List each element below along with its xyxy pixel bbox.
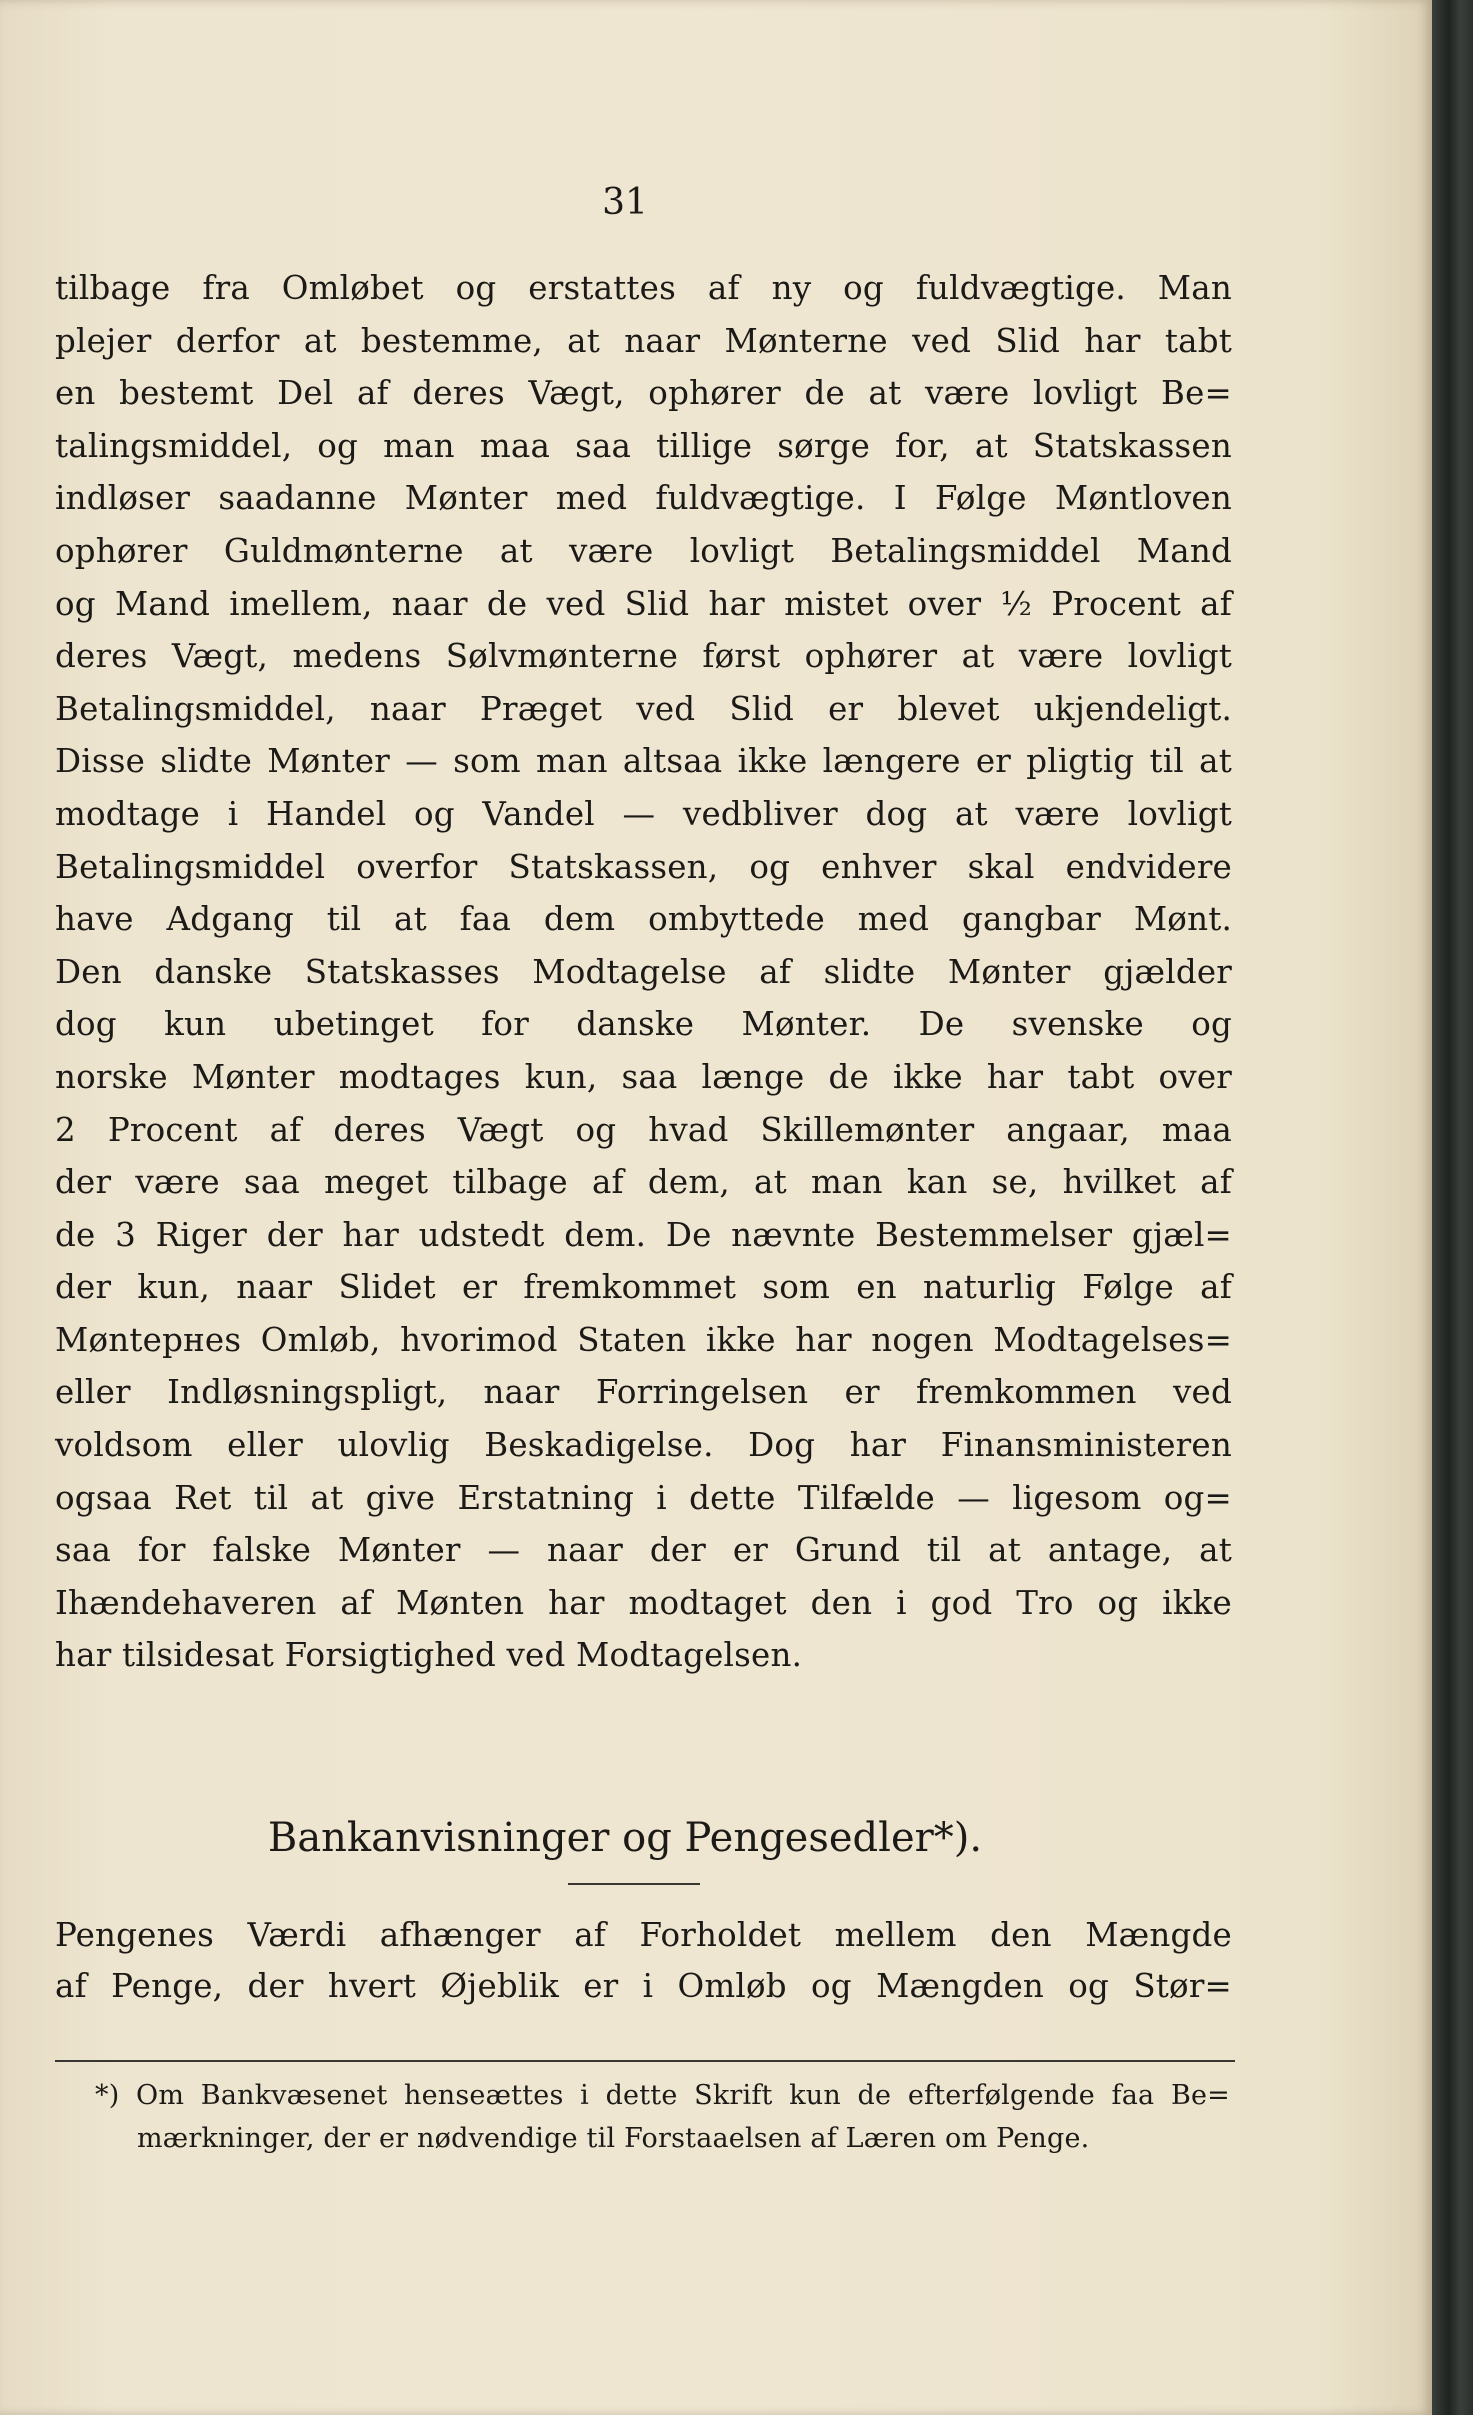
text-line: 2 Procent af deres Vægt og hvad Skillemønter angaar, maa: [55, 1110, 1232, 1149]
text-line: Betalingsmiddel overfor Statskassen, og enhver skal endvidere: [55, 847, 1232, 886]
text-line: Disse slidte Mønter — som man altsaa ikke længere er pligtig til at: [55, 742, 1232, 781]
text-line: tilbage fra Omløbet og erstattes af ny og fuldvægtige. Man: [55, 269, 1232, 307]
page-number: 31: [602, 182, 648, 223]
text-line: har tilsidesat Forsigtighed ved Modtagelsen.: [55, 1636, 803, 1675]
text-line: en bestemt Del af deres Vægt, ophører de at være lovligt Be=: [55, 374, 1232, 413]
text-line: deres Vægt, medens Sølvmønterne først ophører at være lovligt: [55, 637, 1232, 676]
text-line: der være saa meget tilbage af dem, at man kan se, hvilket af: [55, 1163, 1232, 1202]
footnote-divider: [55, 2060, 1235, 2062]
text-line: dog kun ubetinget for danske Mønter. De svenske og: [55, 1005, 1232, 1044]
section-text: [55, 1910, 1232, 2012]
text-line: plejer derfor at bestemme, at naar Mønterne ved Slid har tabt: [55, 321, 1232, 360]
text-line: de 3 Riger der har udstedt dem. De nævnte Bestemmelser gjæl=: [55, 1215, 1232, 1254]
footnote-line: *) Om Bankvæsenet henseættes i dette Skrift kun de efterfølgende faa Be=: [95, 2080, 1230, 2111]
body-text: [55, 262, 1232, 1682]
text-line: modtage i Handel og Vandel — vedbliver dog at være lovligt: [55, 794, 1232, 833]
text-line: Betalingsmiddel, naar Præget ved Slid er blevet ukjendeligt.: [55, 689, 1232, 728]
text-line: Møntернes Omløb, hvorimod Staten ikke har nogen Modtagelses=: [55, 1320, 1232, 1359]
footnote-line: mærkninger, der er nødvendige til Forstaaelsen af Læren om Penge.: [137, 2123, 1090, 2154]
text-line: indløser saadanne Mønter med fuldvægtige. I Følge Møntloven: [55, 479, 1232, 518]
text-line: norske Mønter modtages kun, saa længe de ikke har tabt over: [55, 1057, 1232, 1096]
heading-divider: [568, 1883, 700, 1885]
text-line: ophører Guldmønterne at være lovligt Betalingsmiddel Mand: [55, 531, 1232, 570]
text-line: voldsom eller ulovlig Beskadigelse. Dog har Finansministeren: [55, 1426, 1232, 1465]
text-line: talingsmiddel, og man maa saa tillige sørge for, at Statskassen: [55, 426, 1232, 465]
text-line: saa for falske Mønter — naar der er Grund til at antage, at: [55, 1531, 1232, 1570]
text-line: have Adgang til at faa dem ombyttede med gangbar Mønt.: [55, 900, 1232, 939]
footnote: [95, 2074, 1230, 2160]
text-line: og Mand imellem, naar de ved Slid har mistet over ½ Procent af: [55, 584, 1232, 623]
text-line: eller Indløsningspligt, naar Forringelsen er fremkommen ved: [55, 1373, 1232, 1412]
text-line: Den danske Statskasses Modtagelse af slidte Mønter gjælder: [55, 952, 1232, 991]
book-spine: [1432, 0, 1473, 2415]
text-line: Ihændehaveren af Mønten har modtaget den i god Tro og ikke: [55, 1583, 1232, 1622]
text-line: ogsaa Ret til at give Erstatning i dette Tilfælde — ligesom og=: [55, 1478, 1232, 1517]
section-heading: Bankanvisninger og Pengesedler*).: [267, 1815, 983, 1861]
text-line: Pengenes Værdi afhænger af Forholdet mellem den Mængde: [55, 1916, 1232, 1954]
text-line: der kun, naar Slidet er fremkommet som en naturlig Følge af: [55, 1268, 1232, 1307]
text-line: af Penge, der hvert Øjeblik er i Omløb og Mængden og Stør=: [55, 1967, 1232, 2005]
